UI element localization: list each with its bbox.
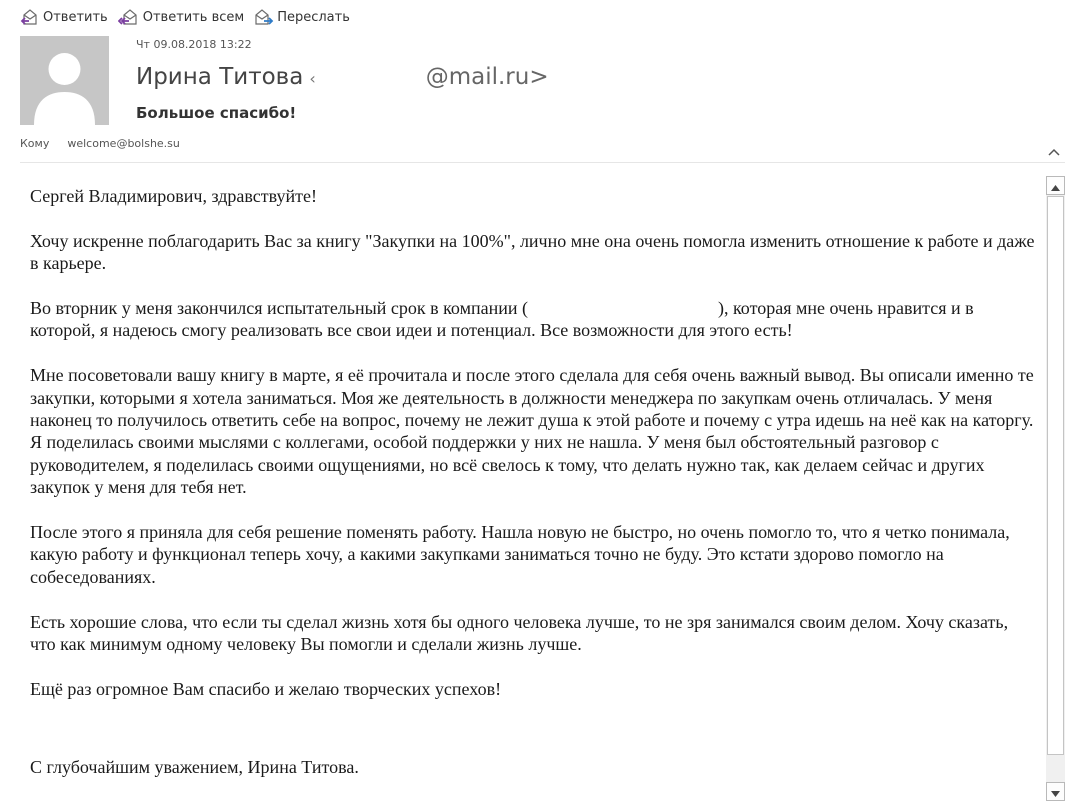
header-divider xyxy=(20,162,1065,163)
paragraph-2 xyxy=(30,297,1038,342)
scrollbar-thumb[interactable] xyxy=(1047,196,1064,755)
collapse-header-button[interactable] xyxy=(1048,141,1060,160)
sender xyxy=(136,64,549,90)
to-recipient[interactable]: welcome@bolshe.su xyxy=(67,137,180,150)
reply-all-button[interactable] xyxy=(118,8,244,26)
sender-name[interactable]: Ирина Титова xyxy=(136,64,304,90)
forward-label: Переслать xyxy=(277,9,350,25)
greeting: Сергей Владимирович, здравствуйте! xyxy=(30,186,318,206)
message-body xyxy=(30,185,1038,805)
message-date: Чт 09.08.2018 13:22 xyxy=(136,38,252,51)
message-subject: Большое спасибо! xyxy=(136,104,297,122)
reply-all-label: Ответить всем xyxy=(142,9,245,25)
scroll-up-arrow-icon xyxy=(1051,176,1060,195)
sender-email[interactable]: @mail.ru> xyxy=(425,64,549,90)
paragraph-6: Ещё раз огромное Вам спасибо и желаю творческих успехов! xyxy=(30,678,502,699)
sender-avatar xyxy=(20,36,109,125)
paragraph-1: Хочу искренне поблагодарить Вас за книгу "Закупки на 100%", лично мне она очень помогла изменить отношение к работе и даже в карьере. xyxy=(30,230,1035,274)
reply-icon xyxy=(20,8,40,26)
scroll-down-arrow-icon xyxy=(1051,782,1060,801)
reply-label: Ответить xyxy=(43,9,108,25)
paragraph-3: Мне посоветовали вашу книгу в марте, я её прочитала и после этого сделала для себя очень важный вывод. Вы описали именно те закупки, которыми я хотела заниматься. Моя же деятельность в должности менеджера по закупкам очень отличалась. У меня наконец то получилось ответить себе на вопрос, почему не лежит душа к этой работе и почему с утра идешь на неё как на каторгу. Я поделилась своими мыслями с коллегами, особой поддержки у них не нашла. У меня был обстоятельный разговор с руководителем, я поделилась своими ощущениями, но всё свелось к тому, что делать нужно так, как делаем сейчас и других закупок у меня для тебя нет. xyxy=(30,365,1034,498)
reply-button[interactable] xyxy=(20,8,108,26)
paragraph-5: Есть хорошие слова, что если ты сделал жизнь хотя бы одного человека лучше, то не зря занимался своим делом. Хочу сказать, что как минимум одному человеку Вы помогли и сделали жизнь лучше. xyxy=(30,611,1009,655)
vertical-scrollbar[interactable] xyxy=(1046,176,1065,801)
paragraph-2-start: Во вторник у меня закончился испытательный срок в компании ( xyxy=(30,298,528,318)
reply-all-icon xyxy=(118,8,140,26)
message-toolbar xyxy=(20,6,350,28)
chevron-up-icon xyxy=(1048,141,1060,160)
scroll-up-button[interactable] xyxy=(1046,176,1065,195)
paragraph-2-end: ), которая мне очень нравится и в которой, я надеюсь смогу реализовать все свои идеи и потенциал. Все возможности для этого есть! xyxy=(30,298,974,341)
scroll-down-button[interactable] xyxy=(1046,782,1065,801)
signature: С глубочайшим уважением, Ирина Титова. xyxy=(30,757,359,778)
recipients-row xyxy=(20,137,180,150)
email-open-bracket: ‹ xyxy=(309,69,316,88)
forward-icon xyxy=(254,8,274,26)
forward-button[interactable] xyxy=(254,8,350,26)
to-label: Кому xyxy=(20,137,50,150)
paragraph-4: После этого я приняла для себя решение поменять работу. Нашла новую не быстро, но очень помогло то, что я четко понимала, какую работу и функционал теперь хочу, а какими закупками заниматься точно не буду. Это кстати здорово помогло на собеседованиях. xyxy=(30,522,1010,587)
